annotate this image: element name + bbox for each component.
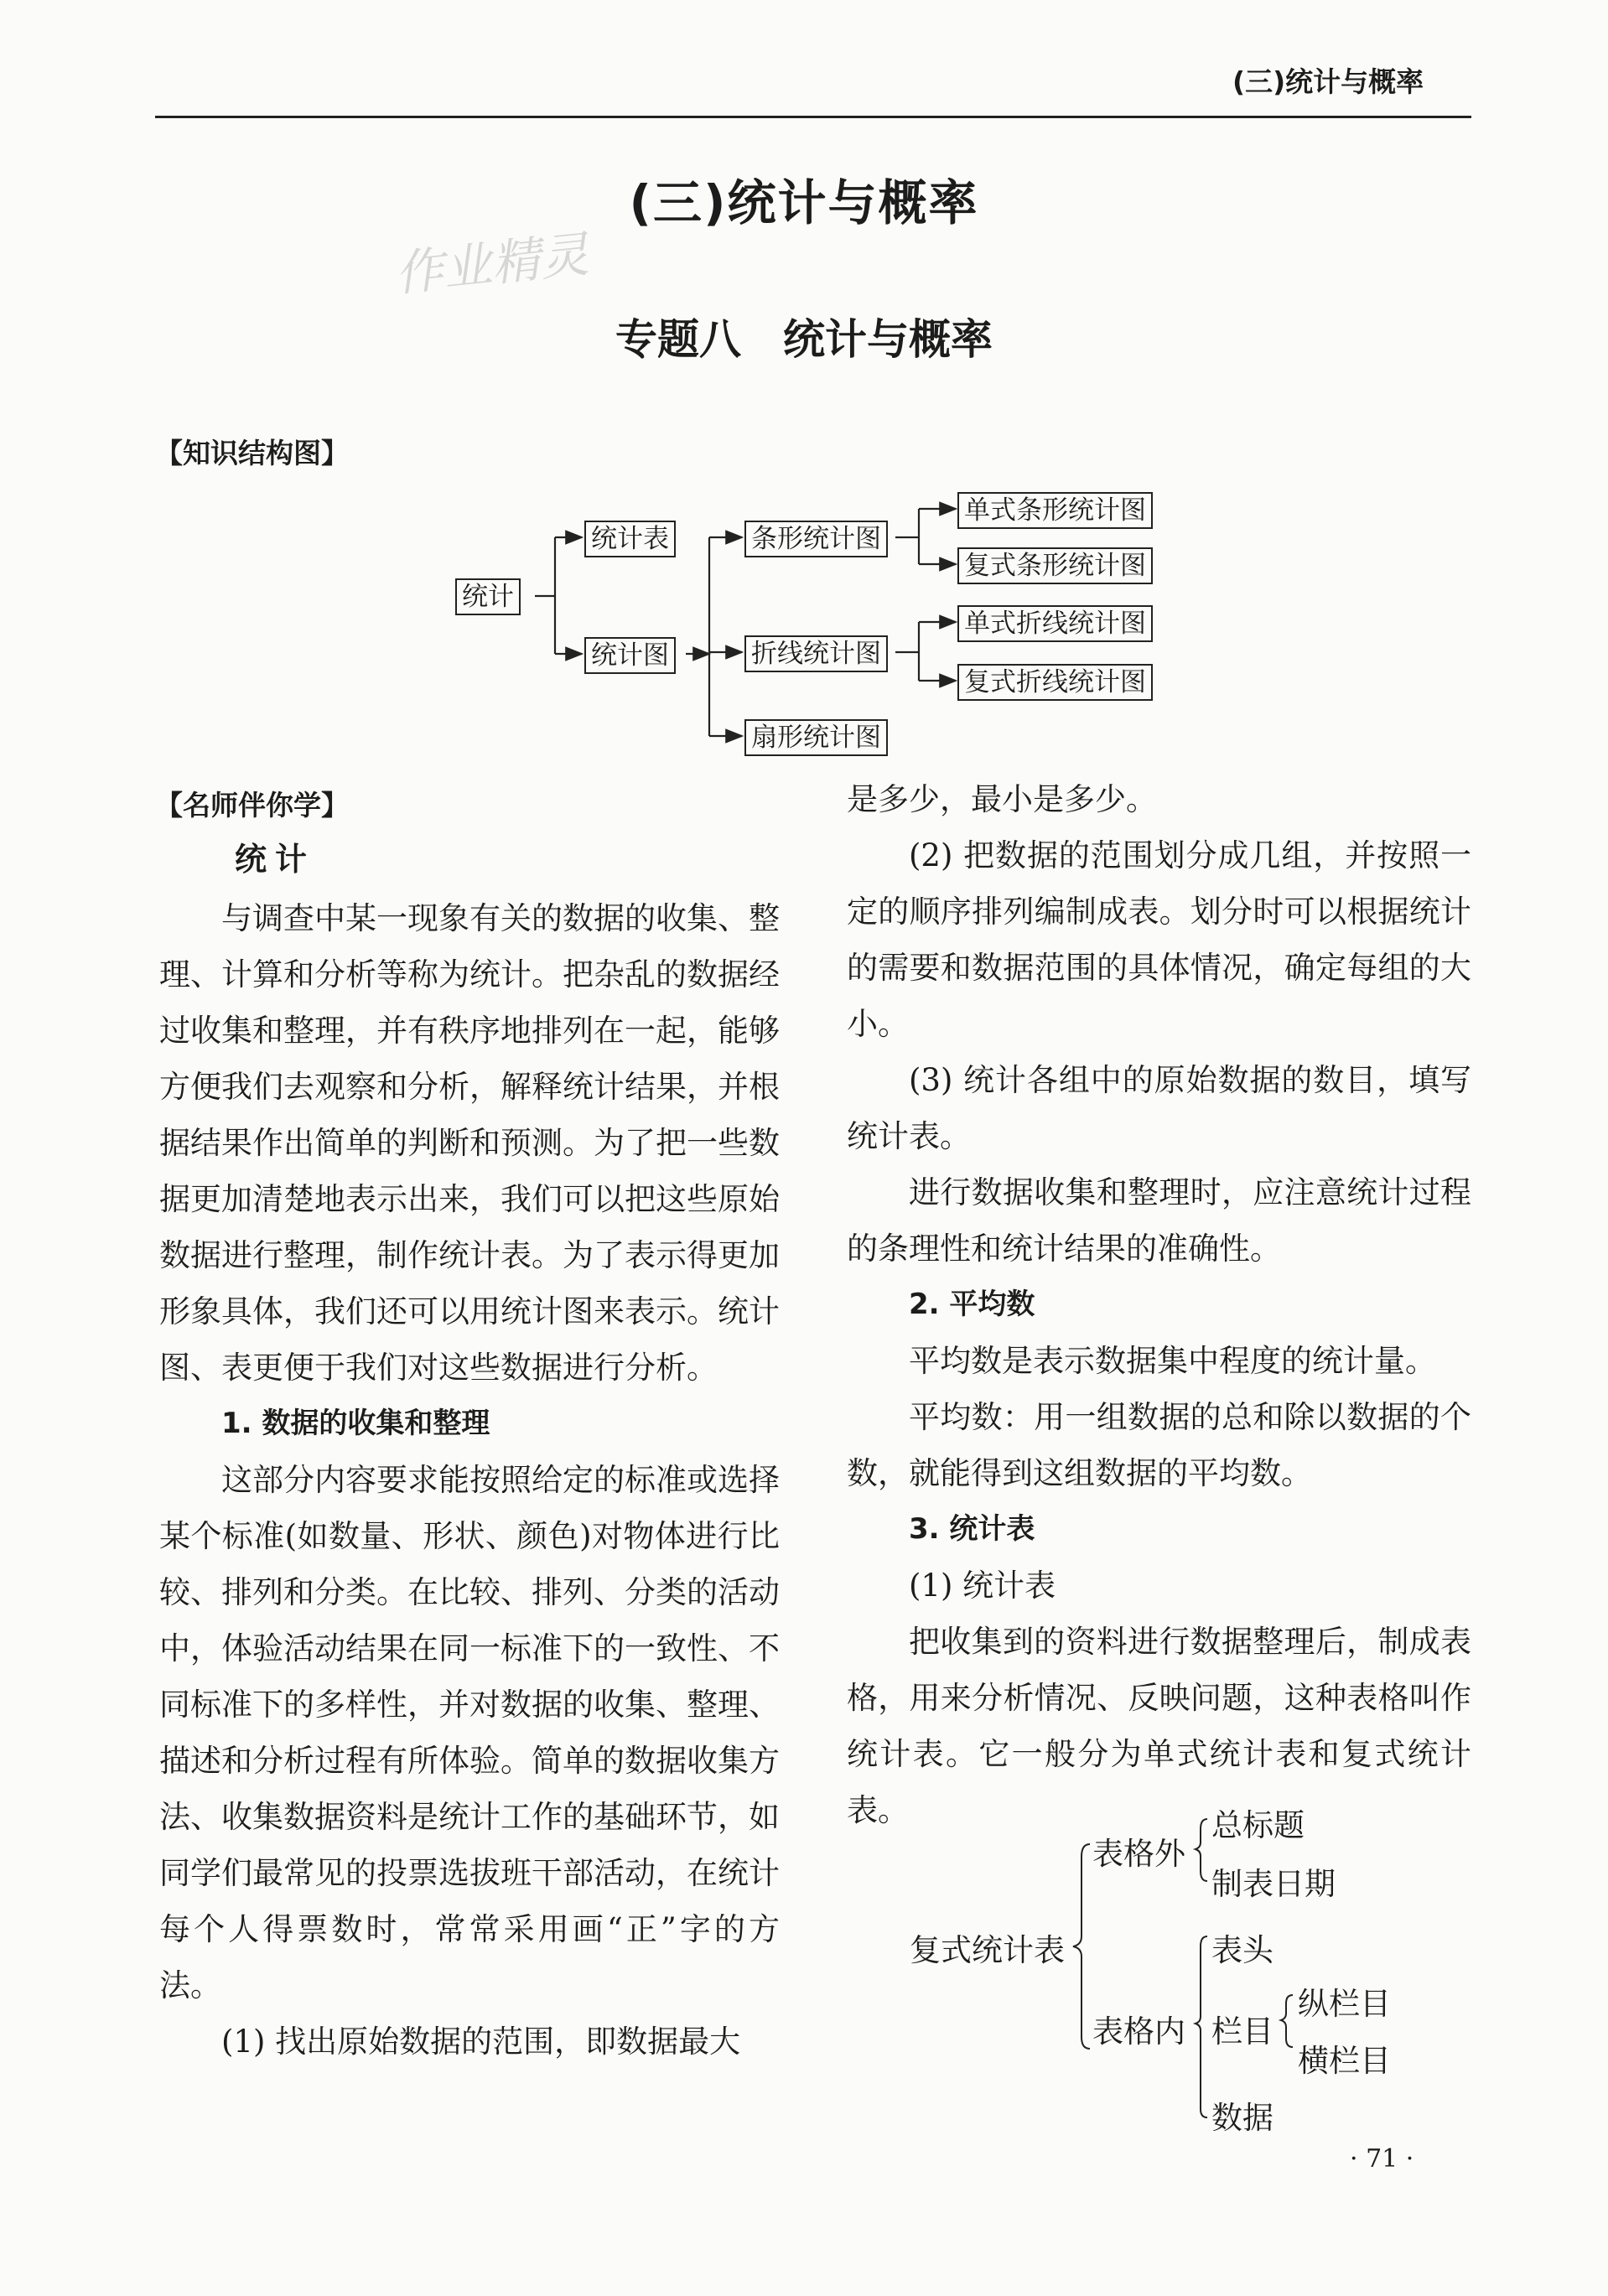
diagram-node-line-multi: 复式折线统计图 <box>957 664 1153 701</box>
topic-title: 专题八 统计与概率 <box>615 315 993 364</box>
heading-data-collection: 1. 数据的收集和整理 <box>221 1407 490 1440</box>
tree-inner: 表格内 <box>1092 2014 1185 2050</box>
tree-data: 数据 <box>1211 2100 1273 2136</box>
tree-title: 总标题 <box>1211 1807 1305 1843</box>
tree-vertical-column: 纵栏目 <box>1298 1986 1391 2022</box>
chapter-title: (三)统计与概率 <box>629 174 979 231</box>
right-column <box>847 771 1471 1838</box>
right-paragraph-4: 平均数是表示数据集中程度的统计量。 <box>909 1343 1436 1379</box>
page-number: · 71 · <box>1350 2144 1414 2174</box>
right-paragraph-2: (3) 统计各组中的原始数据的数目，填写统计表。 <box>847 1062 1471 1154</box>
diagram-node-bar: 条形统计图 <box>744 521 888 557</box>
right-paragraph-6: (1) 统计表 <box>909 1568 1056 1604</box>
watermark: 作业精灵 <box>392 225 592 303</box>
diagram-node-root: 统计 <box>455 578 521 615</box>
right-paragraph-7: 把收集到的资料进行数据整理后，制成表格，用来分析情况、反映问题，这种表格叫作统计表。它一般分为单式统计表和复式统计表。 <box>847 1624 1471 1828</box>
left-paragraph-2: 这部分内容要求能按照给定的标准或选择某个标准(如数量、形状、颜色)对物体进行比较、排列和分类。在比较、排列、分类的活动中，体验活动结果在同一标准下的一致性、不同标准下的多样性，并对数据的收集、整理、描述和分析过程有所体验。简单的数据收集方法、收集数据资料是统计工作的基础环节，如同学们最常见的投票选拔班干部活动，在统计每个人得票数时，常常采用画“正”字的方法。 <box>159 1462 780 2003</box>
tree-horizontal-column: 横栏目 <box>1298 2043 1391 2079</box>
heading-stat-table: 3. 统计表 <box>909 1512 1035 1546</box>
tree-outer: 表格外 <box>1092 1836 1185 1872</box>
section-knowledge-map: 【知识结构图】 <box>155 437 349 469</box>
diagram-node-pie: 扇形统计图 <box>744 719 888 756</box>
header-rule <box>155 116 1471 118</box>
tree-date: 制表日期 <box>1211 1866 1336 1902</box>
left-paragraph-3: (1) 找出原始数据的范围，即数据最大 <box>221 2024 741 2060</box>
right-paragraph-3: 进行数据收集和整理时，应注意统计过程的条理性和统计结果的准确性。 <box>847 1174 1471 1267</box>
left-paragraph-1: 与调查中某一现象有关的数据的收集、整理、计算和分析等称为统计。把杂乱的数据经过收集和整理，并有秩序地排列在一起，能够方便我们去观察和分析，解释统计结果，并根据结果作出简单的判断和预测。为了把一些数据更加清楚地表示出来，我们可以把这些原始数据进行整理，制作统计表。为了表示得更加形象具体，我们还可以用统计图来表示。统计图、表更便于我们对这些数据进行分析。 <box>159 900 780 1386</box>
heading-average: 2. 平均数 <box>909 1288 1035 1321</box>
left-heading: 统计 <box>235 841 316 878</box>
diagram-node-bar-multi: 复式条形统计图 <box>957 547 1153 584</box>
right-paragraph-0: 是多少，最小是多少。 <box>847 781 1157 817</box>
diagram-node-table: 统计表 <box>584 521 676 557</box>
diagram-node-chart: 统计图 <box>584 637 676 674</box>
right-paragraph-1: (2) 把数据的范围划分成几组，并按照一定的顺序排列编制成表。划分时可以根据统计的需要和数据范围的具体情况，确定每组的大小。 <box>847 837 1471 1042</box>
tree-column: 栏目 <box>1211 2014 1273 2050</box>
tree-head: 表头 <box>1211 1932 1273 1968</box>
section-teacher: 【名师伴你学】 <box>155 789 349 821</box>
diagram-node-line-single: 单式折线统计图 <box>957 605 1153 642</box>
diagram-node-bar-single: 单式条形统计图 <box>957 492 1153 529</box>
diagram-node-line: 折线统计图 <box>744 635 888 672</box>
tree-root: 复式统计表 <box>910 1932 1065 1968</box>
left-column <box>159 830 780 2070</box>
running-header-title: (三)统计与概率 <box>1232 65 1424 98</box>
right-paragraph-5: 平均数：用一组数据的总和除以数据的个数，就能得到这组数据的平均数。 <box>847 1399 1471 1491</box>
